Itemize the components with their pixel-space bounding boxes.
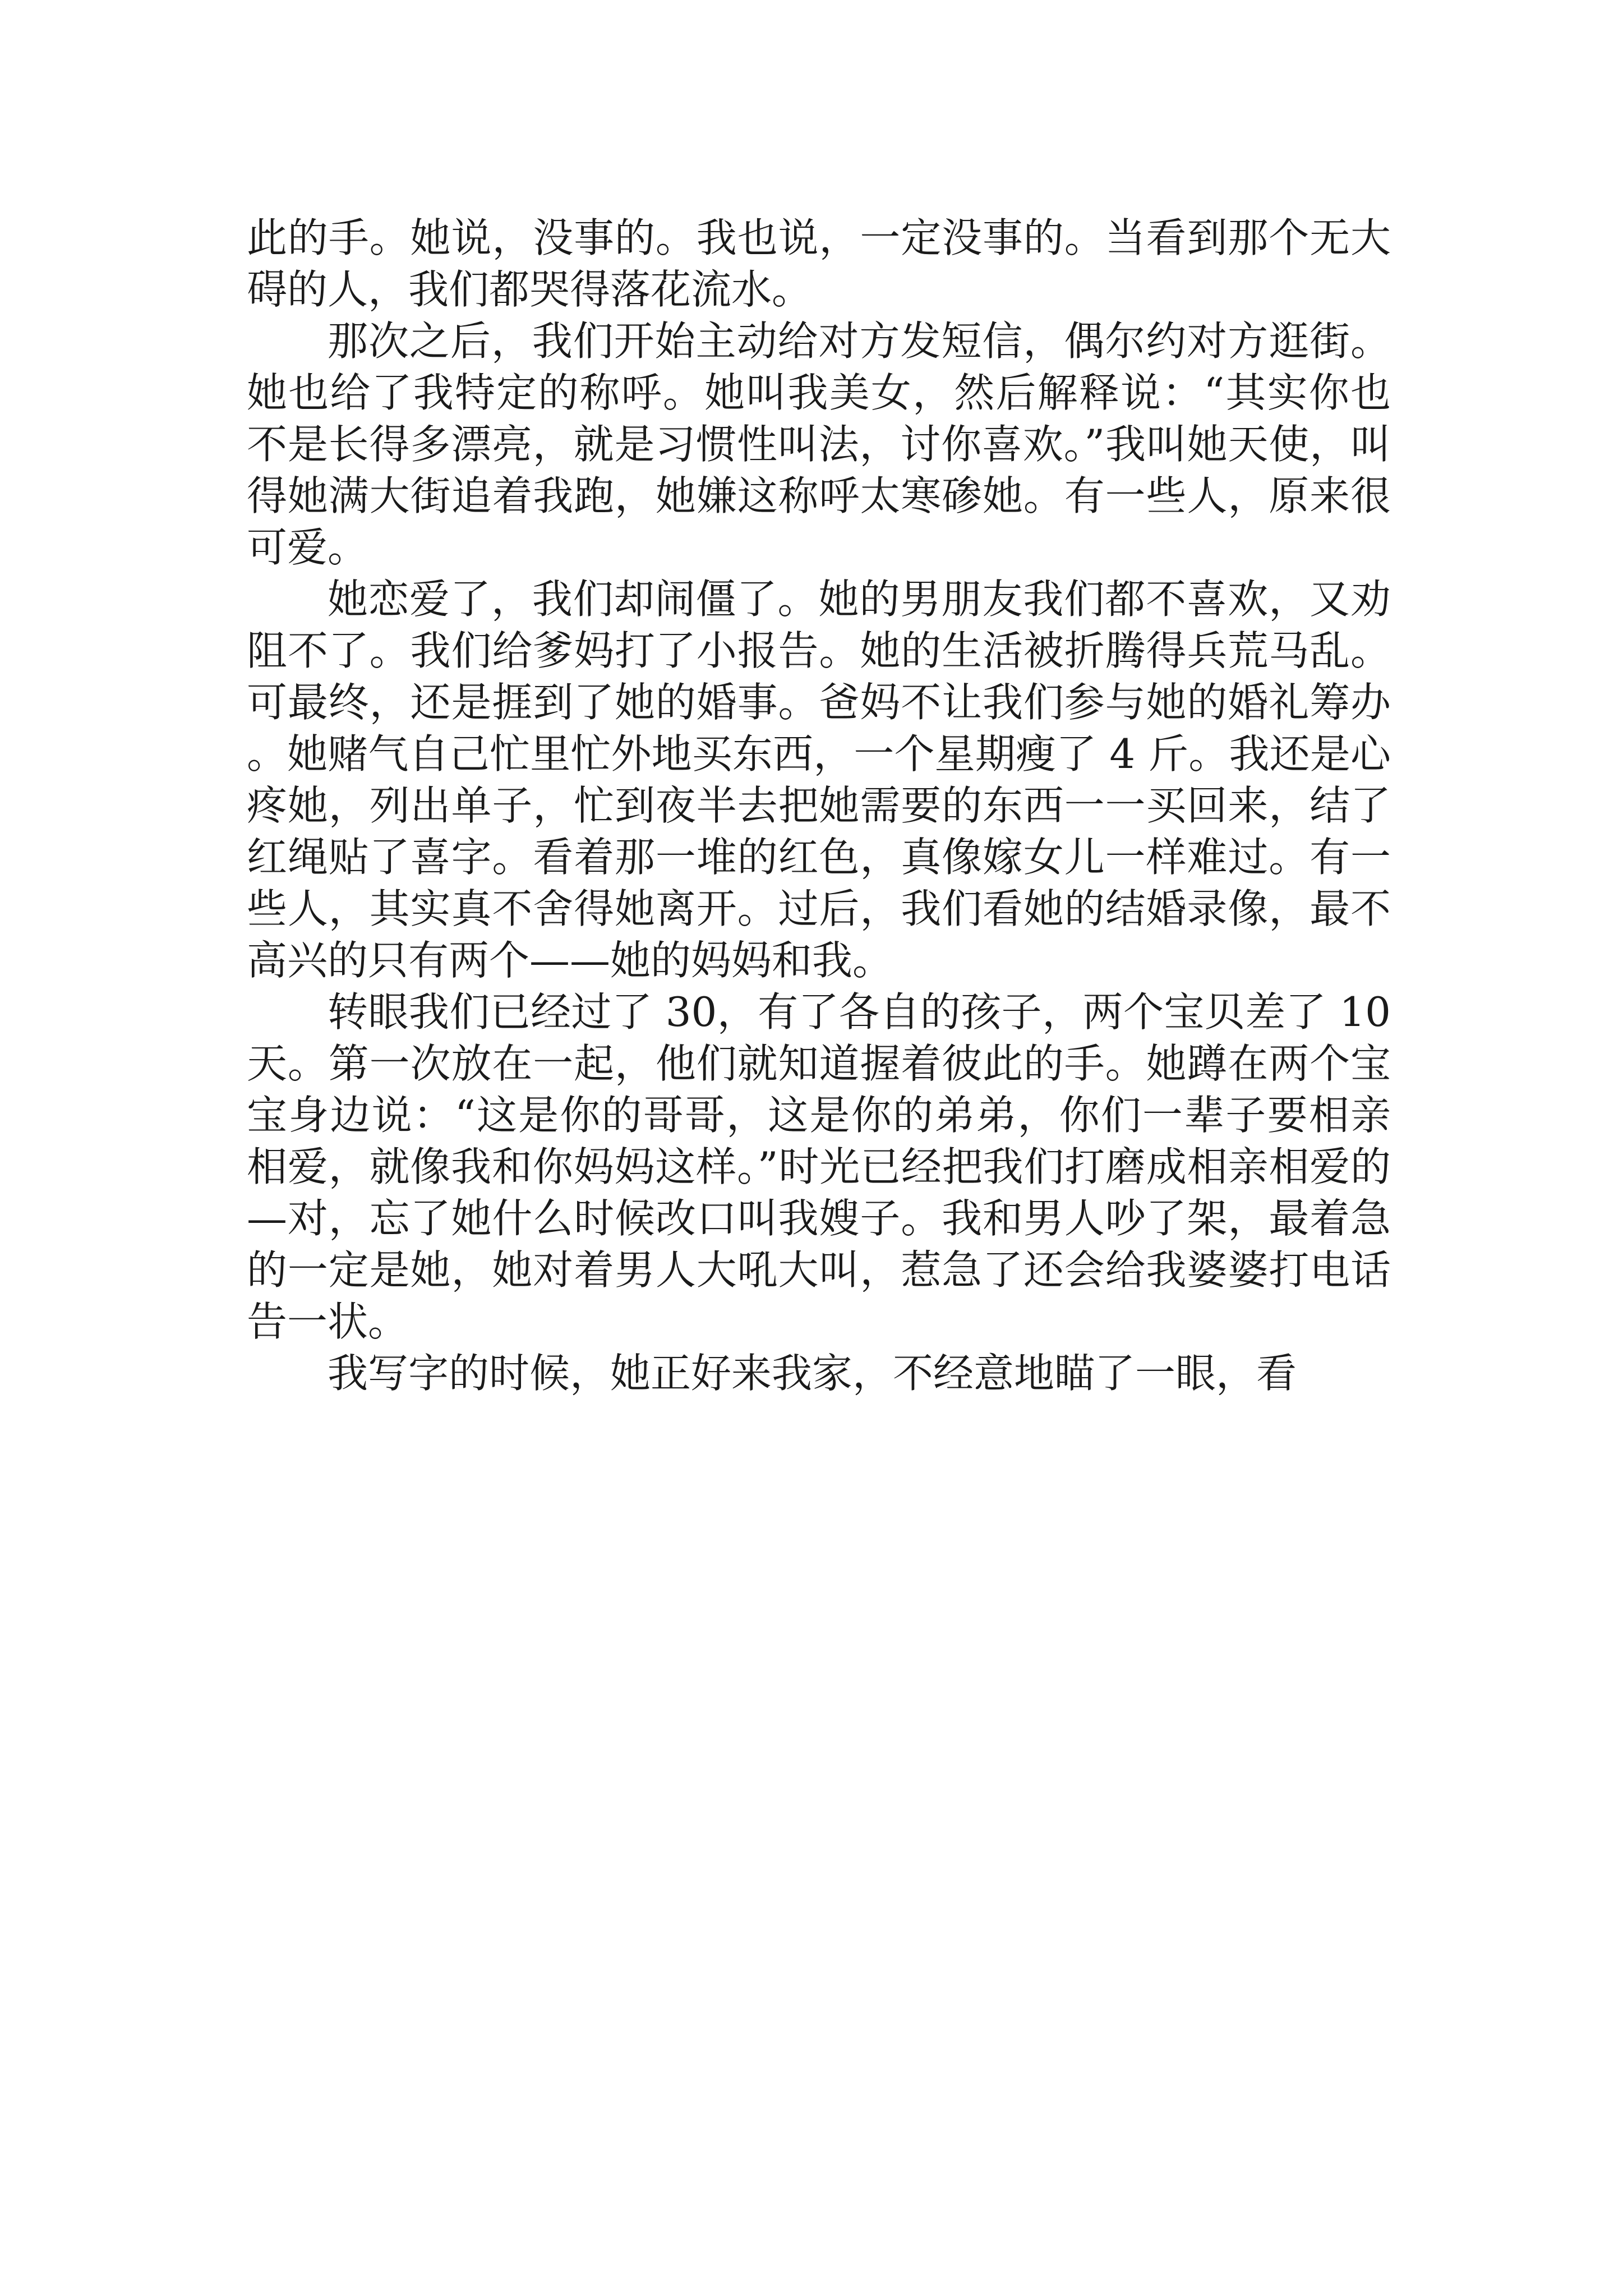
document-page — [247, 212, 1391, 1399]
paragraph-4: 转眼我们已经过了 30，有了各自的孩子，两个宝贝差了 10 天。第一次放在一起，他们就知道握着彼此的手。她蹲在两个宝宝身边说：“这是你的哥哥，这是你的弟弟，你们一辈子要相亲相爱，就像我和你妈妈这样。”时光已经把我们打磨成相亲相爱的—对，忘了她什么时候改口叫我嫂子。我和男人吵了架，最着急的一定是她，她对着男人大吼大叫，惹急了还会给我婆婆打电话告一状。 — [247, 988, 1391, 1345]
paragraph-2: 那次之后，我们开始主动给对方发短信，偶尔约对方逛街。她也给了我特定的称呼。她叫我美女，然后解释说：“其实你也不是长得多漂亮，就是习惯性叫法，讨你喜欢。”我叫她天使，叫得她满大街追着我跑，她嫌这称呼太寒碜她。有一些人，原来很可爱。 — [247, 318, 1391, 571]
paragraph-1: 此的手。她说，没事的。我也说，一定没事的。当看到那个无大碍的人，我们都哭得落花流水。 — [247, 214, 1391, 313]
paragraph-5: 我写字的时候，她正好来我家，不经意地瞄了一眼，看 — [328, 1350, 1297, 1397]
paragraph-3: 她恋爱了，我们却闹僵了。她的男朋友我们都不喜欢，又劝阻不了。我们给爹妈打了小报告。她的生活被折腾得兵荒马乱。可最终，还是捱到了她的婚事。爸妈不让我们参与她的婚礼筹办。她赌气自己忙里忙外地买东西，一个星期瘦了 4 斤。我还是心疼她，列出单子，忙到夜半去把她需要的东西一一买回来，结了红绳贴了喜字。看着那一堆的红色，真像嫁女儿一样难过。有一些人，其实真不舍得她离开。过后，我们看她的结婚录像，最不高兴的只有两个——她的妈妈和我。 — [247, 576, 1391, 984]
